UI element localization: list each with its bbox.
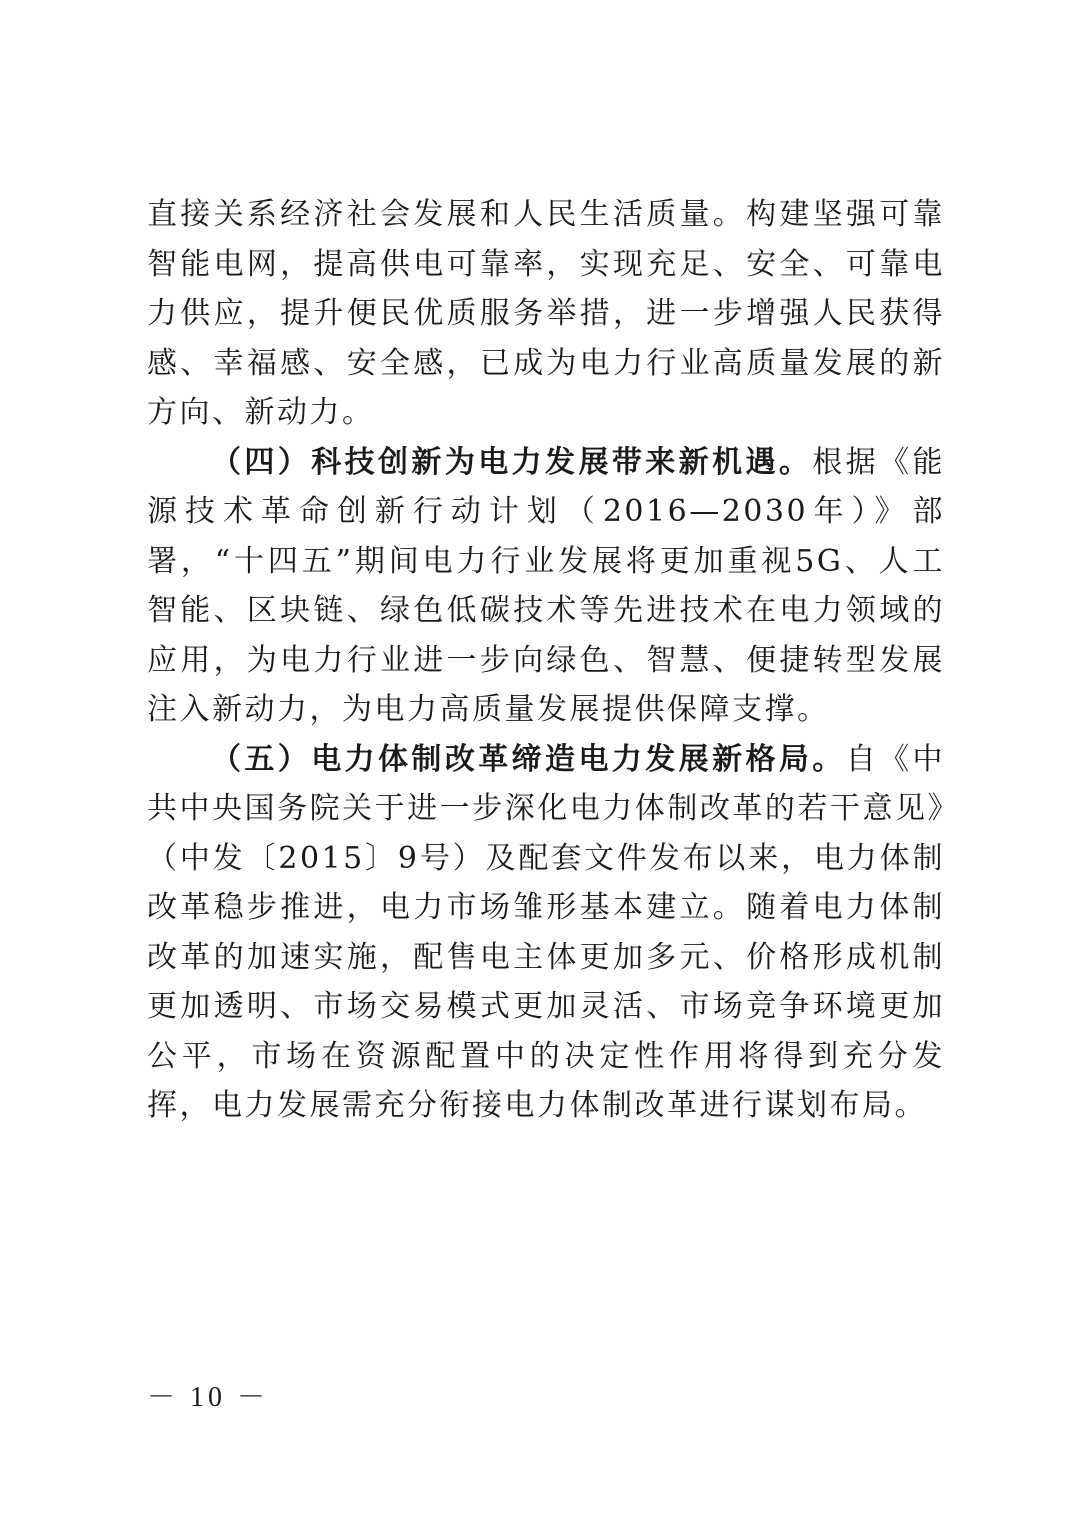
body-paragraph-continued — [147, 190, 945, 438]
document-body — [147, 190, 945, 1131]
paragraph-text: 自《中共中央国务院关于进一步深化电力体制改革的若干意见》（中发〔2015〕9号）及配套文件发布以来，电力体制改革稳步推进，电力市场雏形基本建立。随着电力体制改革的加速实施，配售电主体更加多元、价格形成机制更加透明、市场交易模式更加灵活、市场竞争环境更加公平，市场在资源配置中的决定性作用将得到充分发挥，电力发展需充分衔接电力体制改革进行谋划布局。 — [147, 741, 946, 1123]
body-paragraph-power-reform — [147, 735, 945, 1131]
body-paragraph-tech-innovation — [147, 438, 945, 735]
page-number: － 10 － — [147, 1382, 270, 1413]
paragraph-text: 根据《能源技术革命创新行动计划（2016—2030年）》部署，“十四五”期间电力行业发展将更加重视5G、人工智能、区块链、绿色低碳技术等先进技术在电力领域的应用，为电力行业进一步向绿色、智慧、便捷转型发展注入新动力，为电力高质量发展提供保障支撑。 — [147, 444, 946, 727]
paragraph-heading: （四）科技创新为电力发展带来新机遇。 — [211, 444, 813, 480]
paragraph-heading: （五）电力体制改革缔造电力发展新格局。 — [211, 741, 846, 777]
paragraph-text: 直接关系经济社会发展和人民生活质量。构建坚强可靠智能电网，提高供电可靠率，实现充足、安全、可靠电力供应，提升便民优质服务举措，进一步增强人民获得感、幸福感、安全感，已成为电力行业高质量发展的新方向、新动力。 — [147, 197, 945, 430]
